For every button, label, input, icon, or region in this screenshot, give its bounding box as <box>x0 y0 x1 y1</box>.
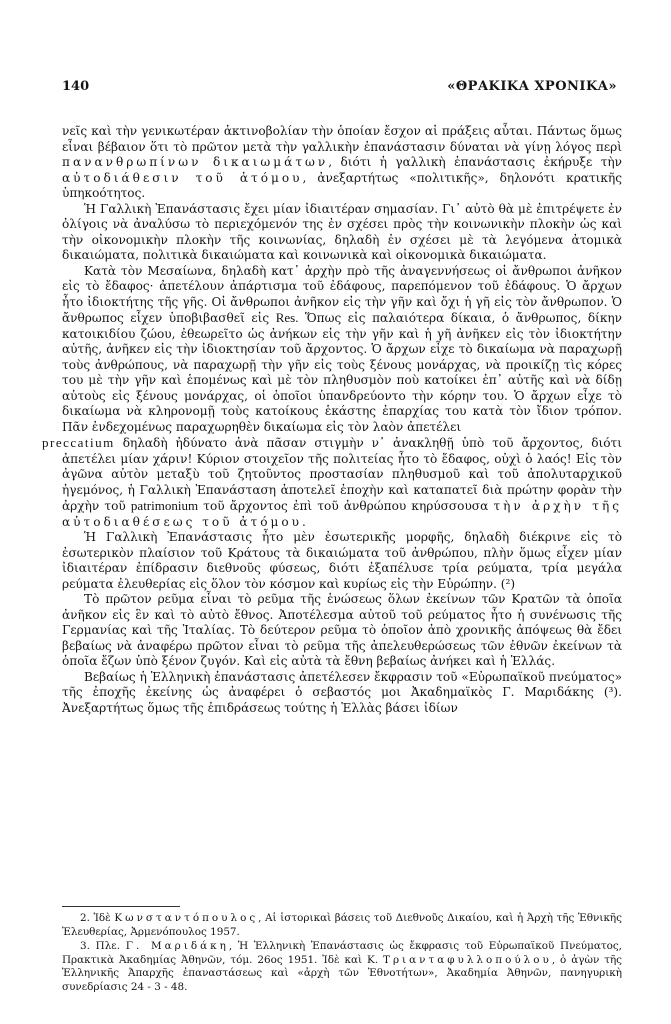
paragraph <box>62 592 622 670</box>
text-run: Πλε. <box>89 940 126 953</box>
paragraph <box>62 670 622 717</box>
text-run: Ὅπως εἰς παλαιότερα δίκαια, ὁ ἄνθρωπος, δίκην κατοικιδίου ζώου, ἐθεωρεῖτο ὡς ἀνήκων εἰς τὴν γῆν καὶ ἡ γῆ ἀνῆκεν εἰς τὸν ἰδιοκτήτην αὐτῆς, ἀνῆκεν εἰς τὴν ἰδιοκτησίαν τοῦ ἄρχοντος. Ὁ ἄρχων εἶχε τὸ δικαίωμα νὰ παραχωρῇ τοὺς ἀνθρώπους, νὰ παραχωρῇ τὴν γῆν εἰς τοὺς ξένους μονάρχας, νὰ προικίζῃ τὶς κόρες του μὲ τὴν γῆν καὶ ἑπομένως καὶ μὲ τὸν πληθυσμὸν ποὺ κατοίκει ἐπ᾿ αὐτῆς καὶ νὰ δίδῃ αὐτοὺς εἰς ξένους μονάρχας, οἱ ὁποῖοι ὑπανδρεύοντο τὴν κόρην του. Ὁ ἄρχων εἶχε τὸ δικαίωμα νὰ κληρονομῇ τοὺς κατοίκους ἑκάστης ἐπαρχίας του κατὰ τὸν ἴδιον τρόπον. Πᾶν ἐνδεχομένως παραχωρηθὲν δικαίωμα εἰς τὸν λαὸν ἀπετέλει <box>62 311 623 434</box>
text-run: δηλαδὴ ἠδύνατο ἀνὰ πᾶσαν στιγμὴν ν᾿ ἀνακληθῇ ὑπὸ τοῦ ἄρχοντος, διότι ἀπετέλει μίαν χάριν! Κύριον στοιχεῖον τῆς πολιτείας ἦτο τὸ ἔδαφος, οὐχὶ ὁ λαός! Εἰς τὸν ἀγῶνα αὐτὸν μεταξὺ τοῦ ζητοῦντος προστασίαν πληθυσμοῦ καὶ τοῦ ἀπολυταρχικοῦ ἡγεμόνος, ἡ Γαλλικὴ Ἐπανάσταση ἀποτελεῖ ἐποχὴν καὶ καταπατεῖ διὰ πρώτην φορὰν τὴν ἀρχὴν τοῦ <box>62 436 622 513</box>
footnote <box>62 940 622 994</box>
author-name: Κωνσταντόπουλος <box>114 912 259 924</box>
text-run: . Ἀνεξαρτήτως ὅμως τῆς ἐπιδράσεως τούτης ἡ Ἑλλὰς βάσει ἰδίων <box>62 685 622 715</box>
spaced-emphasis: τὴν ἀρχὴν τῆς αὐτοδιαθέσεως τοῦ ἀτόμου <box>62 499 623 529</box>
text-run: , ἀνεξαρτήτως «πολιτικῆς», δηλονότι κρατικῆς ὑπηκοότητος. <box>62 170 622 200</box>
spaced-emphasis: πανανθρωπίνων δικαιωμάτων <box>62 155 329 169</box>
text-run: τοῦ ἄρχοντος ἐπὶ τοῦ ἀνθρώπου κηρύσσουσα <box>198 499 494 513</box>
footnote <box>62 912 622 939</box>
footnote-number: 3. <box>80 940 90 953</box>
text-run: , ὁ ἀγὼν τῆς Ἑλληνικῆς Ἀπαρχῆς ἐπαναστάσεως καὶ «ἀρχὴ τῶν Ἐθνοτήτων», Ἀκαδημία Ἀθηνῶν, πανηγυρικὴ συνεδρίασις 24 - 3 - 48. <box>62 953 622 993</box>
author-name: Τριανταφυλλοπούλου <box>383 953 552 966</box>
footnote-number: 2. <box>80 912 90 924</box>
paragraph <box>62 530 622 592</box>
paragraph <box>62 124 622 202</box>
text-run: Ἡ Γαλλικὴ Ἐπανάστασις ἔχει μίαν ἰδιαιτέραν σημασίαν. Γι᾿ αὐτὸ θὰ μὲ ἐπιτρέψετε ἐν ὀλίγοις νὰ ἀναλύσω τὸ περιεχόμενόν της ἐν σχέσει πρὸς τὴν κοινωνικὴν πλοκὴν ὡς καὶ τὴν οἰκονομικὴν πλοκὴν τῆς κοινωνίας, δηλαδὴ ἐν σχέσει μὲ τὰ λεγόμενα ἀτομικὰ δικαιώματα, πολιτικὰ δικαιώματα καὶ κοινωνικὰ καὶ οἰκονομικὰ δικαιώματα. <box>62 201 622 262</box>
text-run: Ἡ Γαλλικὴ Ἐπανάστασις ἦτο μὲν ἐσωτερικῆς μορφῆς, δηλαδὴ διέκρινε εἰς τὸ ἐσωτερικὸν πλαίσιον τοῦ Κράτους τὰ δικαιώματα τοῦ ἀνθρώπου, πλὴν ὅμως εἶχεν μίαν ἰδιαιτέραν ἐπίδρασιν διεθνοῦς φύσεως, διότι ἐξαπέλυσε τρία ρεύματα, τρία μεγάλα ρεύματα ἐλευθερίας εἰς ὅλον τὸν κόσμον καὶ κυρίως εἰς τὴν Εὐρώπην. <box>62 530 622 591</box>
spaced-emphasis: αὐτοδιάθεσιν τοῦ ἀτόμου <box>62 170 303 185</box>
text-run: , διότι ἡ γαλλικὴ ἐπανάστασις ἐκήρυξε τὴν <box>328 155 623 169</box>
text-run: , Αἱ ἱστορικαὶ βάσεις τοῦ Διεθνοῦς Δικαίου, καὶ ἡ Ἀρχὴ τῆς Ἐθνικῆς Ἐλευθερίας, Ἀρμενόπουλος 1957. <box>62 912 622 938</box>
footnote-divider <box>62 906 180 907</box>
article-body <box>42 124 623 716</box>
paragraph <box>42 263 623 531</box>
text-run: Κατὰ τὸν Μεσαίωνα, δηλαδὴ κατ᾿ ἀρχὴν πρὸ τῆς ἀναγεννήσεως οἱ ἄνθρωποι ἀνῆκον εἰς τὸ ἔδαφος· ἀπετέλουν ἀπάρτισμα τοῦ ἐδάφους, παρεπόμενον τοῦ ἐδάφους. Ὁ ἄρχων ἦτο ἰδιοκτήτης τῆς γῆς. Οἱ ἄνθρωποι ἀνῆκον εἰς τὴν γῆν καὶ ὄχι ἡ γῆ εἰς τὸν ἄνθρωπον. Ὁ ἄνθρωπος εἶχεν ὑποβιβασθεῖ εἰς <box>62 263 622 325</box>
latin-term: preccatium <box>42 435 115 450</box>
text-run: Βεβαίως ἡ Ἑλληνικὴ ἐπανάστασις ἀπετέλεσεν ἔκφρασιν τοῦ «Εὐρωπαϊκοῦ πνεύματος» τῆς ἐποχῆς ἐκείνης ὡς ἀναφέρει ὁ σεβαστός μοι Ἀκαδημαϊκὸς Γ. Μαριδάκης <box>62 669 622 699</box>
page-number: 140 <box>62 79 90 94</box>
author-name: Γ. Μαριδάκη <box>125 940 229 953</box>
running-head <box>62 79 617 101</box>
text-run: . <box>302 514 306 529</box>
text-run: Τὸ πρῶτον ρεῦμα εἶναι τὸ ρεῦμα τῆς ἑνώσεως ὅλων ἐκείνων τῶν Κρατῶν τὰ ὁποῖα ἀνῆκον εἰς ἓν καὶ τὸ αὐτὸ ἔθνος. Ἀποτέλεσμα αὐτοῦ τοῦ ρεύματος ἦτο ἡ συνένωσις τῆς Γερμανίας καὶ τῆς Ἰταλίας. Τὸ δεύτερον ρεῦμα τὸ ὁποῖον ἀπὸ χρονικῆς ἀπόψεως θὰ ἔδει βεβαίως νὰ ἀναφέρω πρῶτον εἶναι τὸ ρεῦμα τῆς ἀπελευθερώσεως τῶν ἐθνῶν ἐκείνων τὰ ὁποῖα ἔζων ὑπὸ ξένον ζυγόν. Καὶ εἰς αὐτὰ τὰ ἔθνη βεβαίως ἀνήκει καὶ ἡ Ἑλλάς. <box>62 592 622 668</box>
text-run: , Ἡ Ἑλληνικὴ Ἐπανάστασις ὡς ἔκφρασις τοῦ Εὐρωπαϊκοῦ Πνεύματος, Πρακτικὰ Ἀκαδημίας Ἀθηνῶν, τόμ. 26ος 1951. Ἰδὲ καὶ Κ. <box>62 940 622 966</box>
text-run: Ἰδὲ <box>89 912 115 924</box>
text-run: νεῖς καὶ τὴν γενικωτέραν ἀκτινοβολίαν τὴν ὁποίαν ἔσχον αἱ πράξεις αὗται. Πάντως ὅμως εἶναι βέβαιον ὅτι τὸ πρῶτον μετὰ τὴν γαλλικὴν ἐπανάστασιν δύναται νὰ γίνῃ λόγος περὶ <box>62 124 622 154</box>
paragraph <box>62 202 622 264</box>
latin-term: Res. <box>275 310 299 325</box>
latin-term: patrimonium <box>130 498 199 513</box>
footnote-reference: (²) <box>500 576 516 591</box>
footnote-reference: (³) <box>603 685 619 699</box>
footnotes <box>62 912 622 996</box>
journal-title: «ΘΡΑΚΙΚΑ ΧΡΟΝΙΚΑ» <box>447 79 617 94</box>
